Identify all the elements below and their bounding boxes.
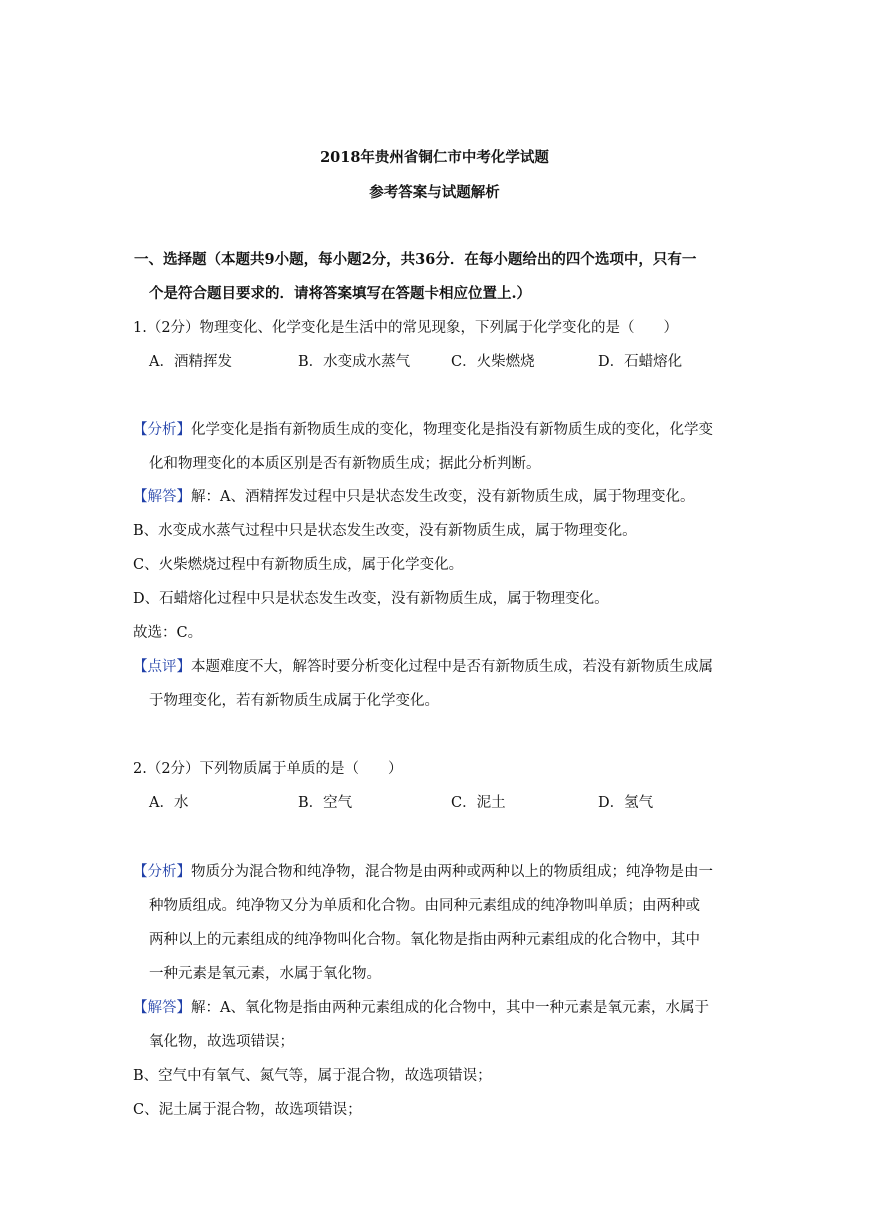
q1-comment-text: 本题难度不大，解答时要分析变化过程中是否有新物质生成，若没有新物质生成属 <box>191 659 713 675</box>
q2-option-a: A．水 <box>149 795 189 811</box>
q2-analysis-line-3: 两种以上的元素组成的纯净物叫化合物。氧化物是指由两种元素组成的化合物中，其中 <box>149 932 700 948</box>
q1-answer-line-2: B、水变成水蒸气过程中只是状态发生改变，没有新物质生成，属于物理变化。 <box>133 523 637 539</box>
q1-analysis-text: 化学变化是指有新物质生成的变化，物理变化是指没有新物质生成的变化，化学变 <box>191 422 713 438</box>
document-title: 2018年贵州省铜仁市中考化学试题 <box>320 149 549 166</box>
q2-analysis-text: 物质分为混合物和纯净物，混合物是由两种或两种以上的物质组成；纯净物是由一 <box>191 864 713 880</box>
q2-option-c: C．泥土 <box>451 795 506 811</box>
q1-option-c: C．火柴燃烧 <box>451 354 535 370</box>
q1-answer-tag: 【解答】 <box>133 489 191 505</box>
section-heading-line-1: 一、选择题（本题共9小题，每小题2分，共36分．在每小题给出的四个选项中，只有一 <box>134 251 697 268</box>
document-subtitle: 参考答案与试题解析 <box>369 184 500 201</box>
q1-comment-line-2: 于物理变化，若有新物质生成属于化学变化。 <box>149 693 439 709</box>
q1-answer-line-4: D、石蜡熔化过程中只是状态发生改变，没有新物质生成，属于物理变化。 <box>133 591 609 607</box>
q1-comment-line-1 <box>133 657 713 677</box>
q1-answer-line-3: C、火柴燃烧过程中有新物质生成，属于化学变化。 <box>133 557 464 573</box>
q2-analysis-line-4: 一种元素是氧元素，水属于氧化物。 <box>149 966 381 982</box>
q2-stem: 2.（2分）下列物质属于单质的是（ ） <box>133 761 403 777</box>
q2-option-b: B．空气 <box>298 795 353 811</box>
q1-analysis-line-1 <box>133 420 713 440</box>
q2-analysis-line-2: 种物质组成。纯净物又分为单质和化合物。由同种元素组成的纯净物叫单质；由两种或 <box>149 898 700 914</box>
q2-answer-line-1 <box>133 998 709 1018</box>
q2-option-d: D．氢气 <box>598 795 654 811</box>
q2-analysis-line-1 <box>133 862 713 882</box>
q1-option-d: D．石蜡熔化 <box>598 354 683 370</box>
q2-analysis-tag: 【分析】 <box>133 864 191 880</box>
q1-choice: 故选：C。 <box>133 625 203 641</box>
q1-answer-text: 解：A、酒精挥发过程中只是状态发生改变，没有新物质生成，属于物理变化。 <box>191 489 695 505</box>
q1-option-a: A．酒精挥发 <box>149 354 232 370</box>
q1-stem: 1.（2分）物理变化、化学变化是生活中的常见现象，下列属于化学变化的是（ ） <box>133 320 679 336</box>
q2-answer-line-3: B、空气中有氧气、氮气等，属于混合物，故选项错误； <box>133 1068 492 1084</box>
q1-analysis-line-2: 化和物理变化的本质区别是否有新物质生成；据此分析判断。 <box>149 456 541 472</box>
q2-answer-line-4: C、泥土属于混合物，故选项错误； <box>133 1102 362 1118</box>
q2-answer-tag: 【解答】 <box>133 1000 191 1016</box>
q1-option-b: B．水变成水蒸气 <box>298 354 411 370</box>
section-heading-line-2: 个是符合题目要求的．请将答案填写在答题卡相应位置上.） <box>149 285 532 302</box>
q1-analysis-tag: 【分析】 <box>133 422 191 438</box>
q1-answer-line-1 <box>133 487 694 507</box>
q2-answer-text: 解：A、氧化物是指由两种元素组成的化合物中，其中一种元素是氧元素，水属于 <box>191 1000 709 1016</box>
q1-comment-tag: 【点评】 <box>133 659 191 675</box>
q2-answer-line-2: 氧化物，故选项错误； <box>149 1034 294 1050</box>
